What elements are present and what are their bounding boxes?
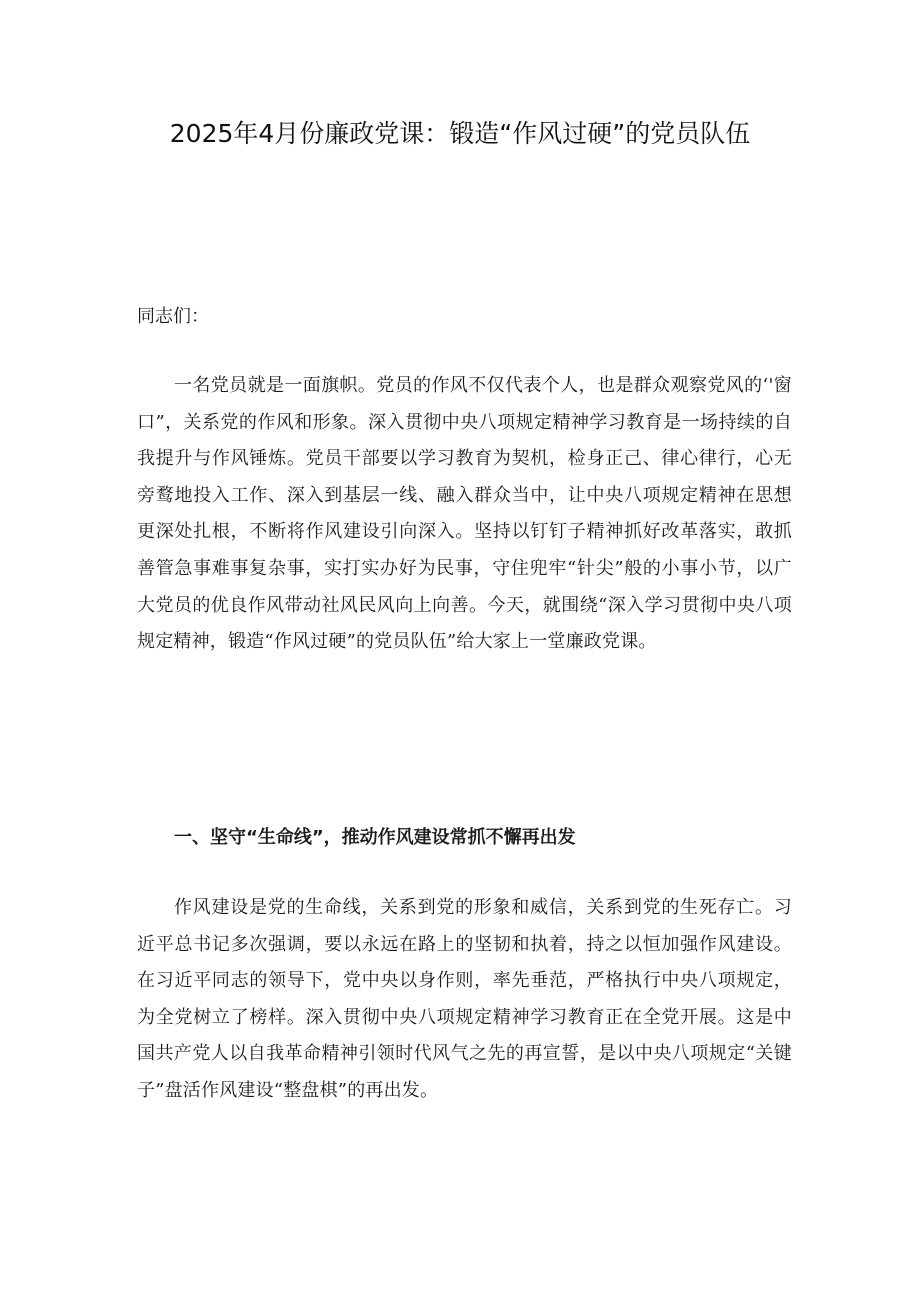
salutation: 同志们： <box>137 306 209 327</box>
paragraph-section-1: 作风建设是党的生命线，关系到党的形象和威信，关系到党的生死存亡。习近平总书记多次强调，要以永远在路上的坚韧和执着，持之以恒加强作风建设。在习近平同志的领导下，党中央以身作则，率先垂范，严格执行中央八项规定，为全党树立了榜样。深入贯彻中央八项规定精神学习教育正在全党开展。这是中国共产党人以自我革命精神引领时代风气之先的再宣誓，是以中央八项规定“关键子”盘活作风建设“整盘棋”的再出发。 <box>137 897 792 1101</box>
paragraph-intro: 一名党员就是一面旗帜。党员的作风不仅代表个人，也是群众观察党风的‘'窗口”，关系党的作风和形象。深入贯彻中央八项规定精神学习教育是一场持续的自我提升与作风锤炼。党员干部要以学习教育为契机，检身正己、律心律行，心无旁鹜地投入工作、深入到基层一线、融入群众当中，让中央八项规定精神在思想更深处扎根，不断将作风建设引向深入。坚持以钉钉子精神抓好改革落实，敢抓善管急事难事复杂事，实打实办好为民事，守住兜牢“针尖”般的小事小节，以广大党员的优良作风带动社风民风向上向善。今天，就围绕“深入学习贯彻中央八项规定精神，锻造“作风过硬”的党员队伍”给大家上一堂廉政党课。 <box>137 375 792 653</box>
document-title: 2025年4月份廉政党课：锻造“作风过硬”的党员队伍 <box>169 119 751 148</box>
section-heading-1: 一、坚守“生命线”，推动作风建设常抓不懈再出发 <box>174 827 576 848</box>
